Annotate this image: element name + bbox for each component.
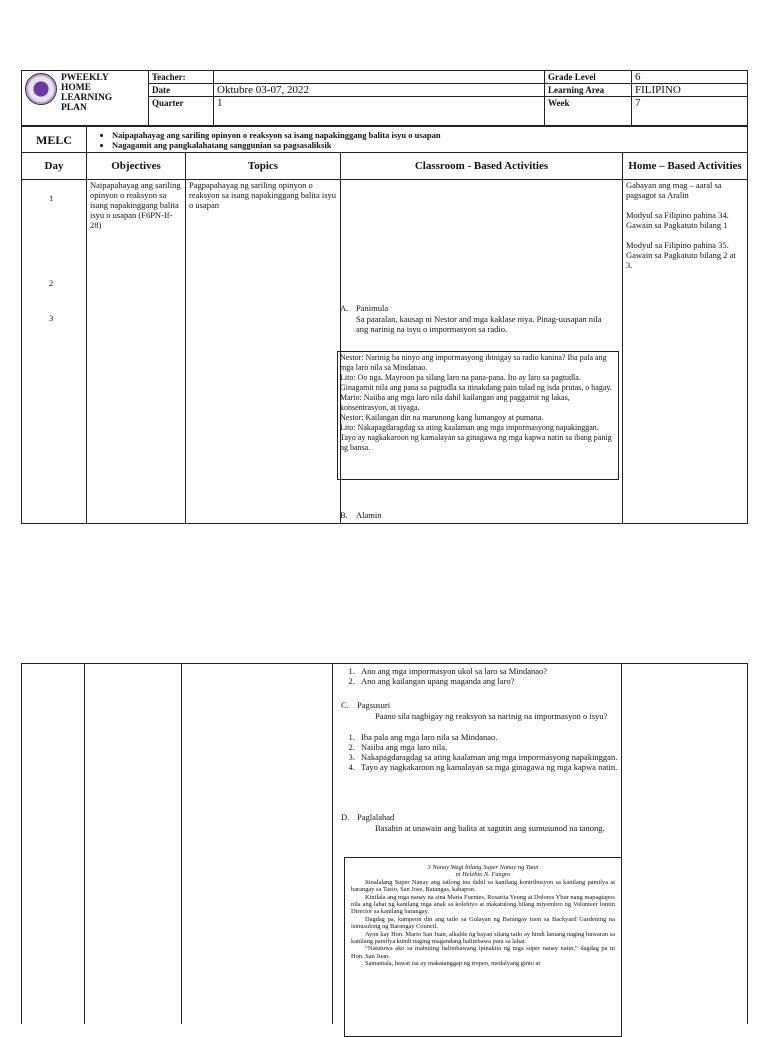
area-label: Learning Area (545, 84, 632, 97)
day-number: 3 (49, 313, 54, 323)
col-home: Home – Based Activities (623, 153, 748, 180)
dialog-line: Nestor: Narinig ba ninyo ang impormasyong ibinigay sa radio kanina? Iba pala ang mga laro nila sa Mindanao. (340, 353, 607, 372)
news-paragraph: Samantala, bawat isa ay makatanggap ng tropeo, medalyang ginto at (365, 960, 541, 968)
c-item: 2. Naiiba ang mga laro nila. (357, 742, 619, 752)
section-d-label: D. (341, 812, 350, 822)
week-label: Week (545, 97, 632, 126)
section-d-text: Basahin at unawain ang balita at sagutin ang sumusunod na tanong. (375, 823, 605, 833)
news-article-box (344, 857, 622, 1037)
day-number: 1 (49, 193, 54, 203)
home-cell (623, 180, 748, 524)
dialog-box (337, 351, 619, 480)
dialog-line: Lito: Nakapagdaragdag sa ating kaalaman ang mga impormasyong napakinggan. Tayo ay nagkakaroon ng kamalayan sa ginagawa ng mga kapwa natin sa ibang panig ng bansa. (340, 423, 612, 452)
news-paragraph: Itinalalang Super Nanay ang tatlong ina dahil sa kanilang kontribusyon sa kanilang pamilya at barangay sa Tazio, San Jose, Batangas, kahapon. (351, 878, 615, 894)
col-objectives: Objectives (87, 153, 186, 180)
objectives-cell: Naipapahayag ang sariling opinyon o reaksyon sa isang napakinggang balita isyu o usapan (F6PN-If-28) (87, 180, 186, 524)
day-cell (22, 180, 87, 524)
dialog-line: Lito: Oo nga. Mayroon pa silang laro na pana-pana. Ito ay laro sa pagtudla. Ginagamit nila ang pana sa pagtudla sa itinakdang pain tulad ng isda prutas, o bagay. (340, 373, 612, 392)
section-c-label: C. (341, 700, 349, 710)
news-paragraph: Kinilala ang mga nanay na sina Maria Fuentes, Rosarita Yeung at Dolores Ybur nang mapagtapos nila ang lahat ng kanilang mga anak sa kolehiyo at makatulong bilang miyembro ng Volunteer Iontin Director sa kanilang barangay. (351, 893, 615, 916)
col-classroom: Classroom - Based Activities (341, 153, 623, 180)
section-b-label: B. (340, 510, 348, 520)
day-number: 2 (49, 278, 54, 288)
news-paragraph: Dagdag pa, kampeon din ang tatlo sa Gulayan ng Barangay tuon sa Backyard Gardening na isinusulong ng Barangay Council. (351, 915, 615, 931)
teacher-value (214, 71, 545, 84)
section-a-text: Sa paaralan, kausap ni Nestor and mga kaklase niya. Pinag-uusapan nila ang narinig na isyu o impormasyon sa radio. (356, 314, 602, 334)
grade-value: 6 (632, 71, 748, 84)
c-item: 1. Iba pala ang mga laro nila sa Mindanao. (357, 732, 619, 742)
area-value: FILIPINO (632, 84, 748, 97)
news-paragraph: “Natutuwa ako sa mabuting halimbawang ipinakita ng mga super nanay natin,” dagdag pa ni Hon. San Juan. (351, 945, 615, 960)
deped-seal-icon (25, 73, 57, 105)
melc-list (87, 127, 748, 153)
grade-label: Grade Level (545, 71, 632, 84)
home-activity: Modyul sa Filipino pahina 34. Gawain sa Pagkatuto bilang 1 (626, 210, 729, 230)
col-day: Day (22, 153, 87, 180)
plan-title: PWEEKLY HOME LEARNING PLAN (61, 73, 113, 113)
section-c-title: Pagsusuri (357, 700, 391, 710)
topics-cell: Pagpapahayag ng sariling opinyon o reaksyon sa isang napakinggang balita isyu o usapan (186, 180, 341, 524)
c-item: 4. Tayo ay nagkakaroon ng kamalayan sa mga ginagawa ng mga kapwa natin. (357, 762, 619, 772)
news-title: 3 Nanay Wagi bilang Super Nanay ng Taon (427, 864, 539, 871)
col-topics: Topics (186, 153, 341, 180)
header-table (21, 70, 748, 126)
melc-label: MELC (22, 127, 87, 153)
logo-cell (22, 71, 149, 126)
b-questions (339, 666, 617, 686)
section-c-intro: Paano sila nagbigay ng reaksyon sa narinig na impormasyon o isyu? (375, 711, 608, 721)
section-d-title: Paglalahad (357, 812, 395, 822)
home-activity: Modyul sa Filipino pahina 35. Gawain sa Pagkatuto bilang 2 at 3. (626, 240, 736, 270)
news-author: ni Helebio N. Fangro (455, 871, 511, 879)
section-b-title: Alamin (356, 510, 382, 520)
c-items (339, 732, 619, 772)
date-value: Oktubre 03-07, 2022 (214, 84, 545, 97)
melc-item: • Nagagamit ang pangkalahatang sanggunian sa pagsasaliksik (112, 140, 744, 150)
section-a-label: A. (340, 303, 349, 313)
quarter-value: 1 (214, 97, 545, 126)
question-item: 2. Ano ang kailangan upang maganda ang laro? (357, 676, 617, 686)
quarter-label: Quarter (149, 97, 214, 126)
home-activity: Gabayan ang mag – aaral sa pagsagot sa Aralin (626, 180, 722, 200)
question-item: 1. Ano ang mga impormasyon ukol sa laro sa Mindanao? (357, 666, 617, 676)
teacher-label: Teacher: (149, 71, 214, 84)
dialog-line: Mario: Naiiba ang mga laro nila dahil kailangan ang paggamit ng lakas, konsentrasyon, at tiyaga. (340, 393, 570, 412)
dialog-line: Nestor: Kailangan din na marunong kang lumangoy at pumana. (340, 413, 544, 422)
melc-item: • Naipapahayag ang sariling opinyon o reaksyon sa isang napakinggang balita isyu o usapan (112, 130, 744, 140)
week-value: 7 (632, 97, 748, 126)
c-item: 3. Nakapagdaragdag sa ating kaalaman ang mga impormasyong napakinggan. (357, 752, 619, 762)
section-a-title: Panimula (356, 303, 389, 313)
page-two-table (21, 663, 748, 1024)
date-label: Date (149, 84, 214, 97)
news-paragraph: Ayon kay Hon. Mario San Juan, alkalde ng bayan silang tatlo ay hindi lamang naging huwaran sa kanilang pamilya kundi naging magandang halimbawa para sa lahat. (351, 930, 615, 946)
